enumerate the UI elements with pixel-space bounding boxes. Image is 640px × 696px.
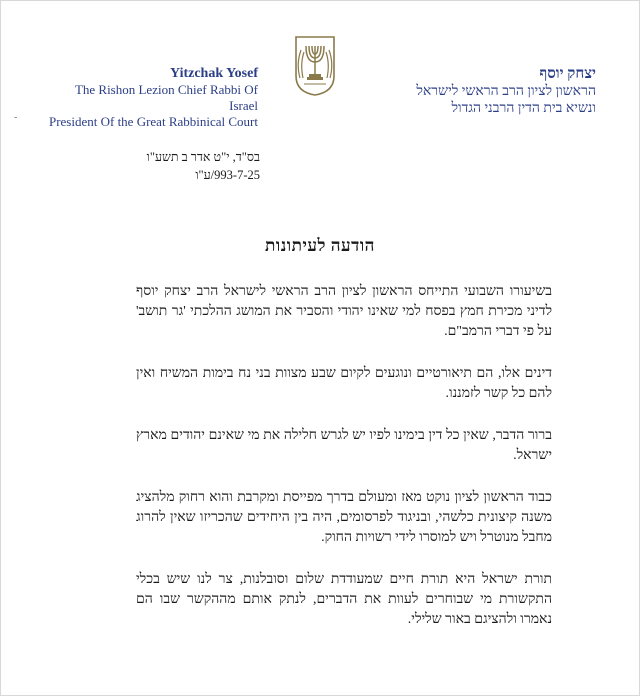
hebrew-letterhead	[372, 66, 596, 117]
paragraph-1: בשיעורו השבועי התייחס הראשון לציון הרב הראשי לישראל הרב יצחק יוסף לדיני מכירת חמץ בפסח למי שאינו יהודי והסביר את המושג ההלכתי 'גר תושב' על פי דברי הרמב"ם.	[136, 284, 552, 339]
press-release-body	[136, 282, 552, 652]
paragraph-2: דינים אלו, הם תיאורטיים ונוגעים לקיום שבע מצוות בני נח בימות המשיח ואין להם כל קשר לזמננו.	[136, 366, 552, 401]
english-title-line-2: President Of the Great Rabbinical Court	[48, 114, 258, 129]
document-number: 993-7-25/ע"ו	[195, 168, 260, 182]
paragraph-4: כבוד הראשון לציון נוקט מאז ומעולם בדרך מפייסת ומקרבת והוא רחוק מלהציג משנה קיצונית כלשהי, ובניגוד לפרסומים, היה בין היחידים שהכריזו שאין להרוג מחבל מנוטרל ויש למוסרו לידי רשויות החוק.	[136, 490, 552, 545]
emblem-of-israel-icon	[292, 34, 338, 96]
hebrew-date: בס"ד, י"ט אדר ב תשע"ו	[146, 150, 260, 164]
paragraph-5: תורת ישראל היא תורת חיים שמעודדת שלום וסובלנות, צר לנו שיש בכלי התקשורת מי שבוחרים לעוות את הדברים, לנתק אותם מההקשר שבו הם נאמרו ולהציגם באור שלילי.	[136, 572, 552, 627]
paragraph-3: ברור הדבר, שאין כל דין בימינו לפיו יש לגרש חלילה את מי שאינם יהודים מארץ ישראל.	[136, 428, 552, 463]
document-title: הודעה לעיתונות	[265, 236, 375, 255]
english-name: Yitzchak Yosef	[169, 66, 258, 81]
margin-mark: -	[14, 112, 18, 123]
english-title-line-1: The Rishon Lezion Chief Rabbi Of Israel	[74, 82, 258, 113]
english-letterhead	[44, 66, 258, 130]
reference-block	[100, 148, 260, 184]
hebrew-title-line-1: הראשון לציון הרב הראשי לישראל	[416, 84, 596, 99]
hebrew-title-line-2: ונשיא בית הדין הרבני הגדול	[451, 101, 596, 116]
hebrew-name: יצחק יוסף	[539, 66, 596, 82]
